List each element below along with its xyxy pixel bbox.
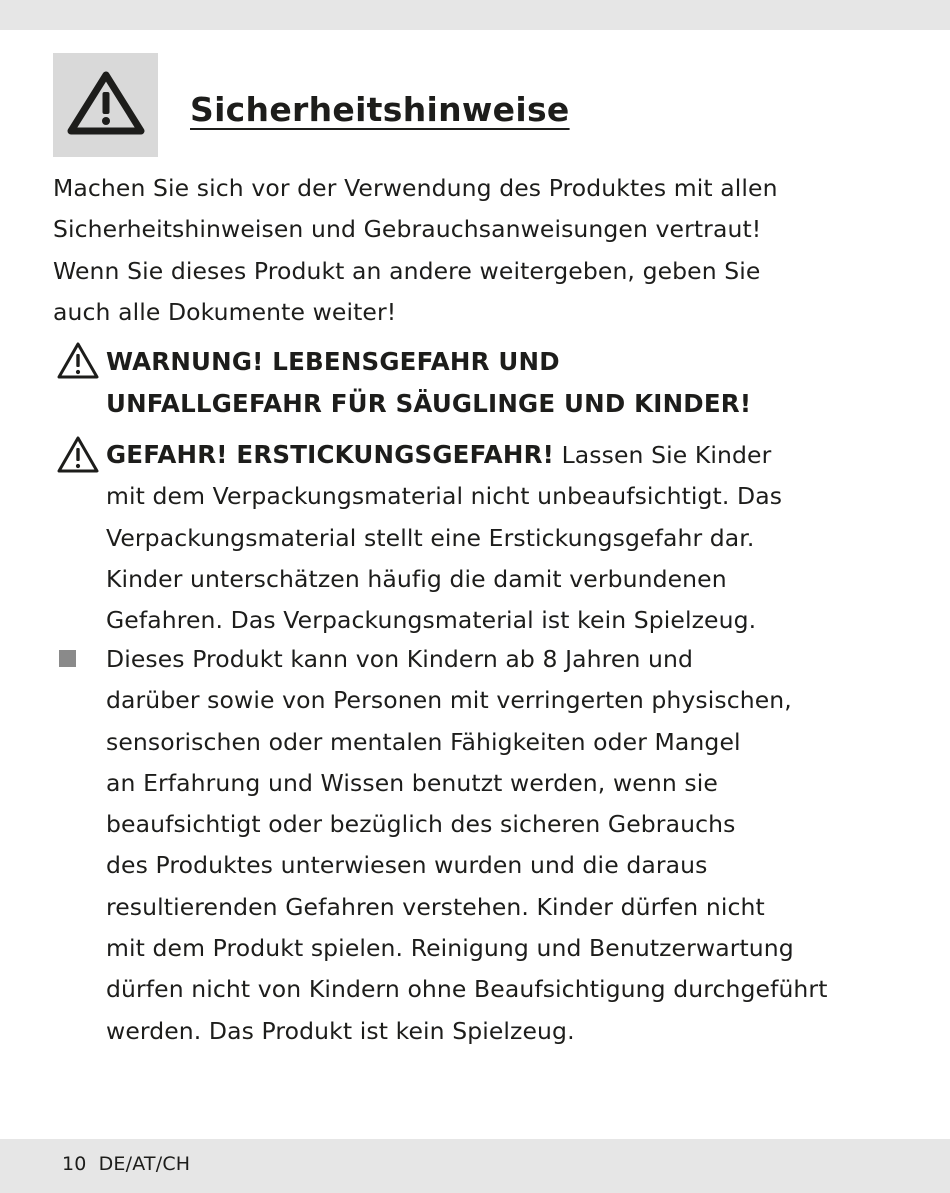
warning-line: WARNUNG! LEBENSGEFAHR UND — [106, 347, 560, 376]
danger-line: Verpackungsmaterial stellt eine Erstickungsgefahr dar. — [106, 523, 755, 552]
choking-hazard-paragraph — [106, 434, 936, 641]
bullet-line: mit dem Produkt spielen. Reinigung und Benutzerwartung — [106, 934, 794, 963]
locale-label: DE/AT/CH — [98, 1153, 191, 1175]
warning-line: UNFALLGEFAHR FÜR SÄUGLINGE UND KINDER! — [106, 388, 752, 418]
bullet-line: an Erfahrung und Wissen benutzt werden, wenn sie — [106, 768, 718, 797]
danger-lead: GEFAHR! ERSTICKUNGSGEFAHR! — [106, 440, 555, 469]
bullet-line: werden. Das Produkt ist kein Spielzeug. — [106, 1016, 575, 1045]
intro-paragraph — [53, 168, 923, 333]
intro-line: Sicherheitshinweisen und Gebrauchsanweisungen vertraut! — [53, 215, 762, 244]
page-footer — [62, 1153, 190, 1175]
bullet-paragraph — [106, 639, 926, 1052]
page-title: Sicherheitshinweise — [190, 90, 570, 129]
warning-triangle-icon — [67, 70, 145, 136]
square-bullet-icon — [59, 650, 76, 667]
bullet-line: des Produktes unterwiesen wurden und die daraus — [106, 851, 708, 880]
warning-triangle-icon — [56, 341, 100, 381]
bullet-line: darüber sowie von Personen mit verringerten physischen, — [106, 686, 792, 715]
danger-first-line-rest: Lassen Sie Kinder — [554, 441, 772, 469]
intro-line: Machen Sie sich vor der Verwendung des Produktes mit allen — [53, 174, 778, 202]
top-band — [0, 0, 950, 30]
intro-line: auch alle Dokumente weiter! — [53, 297, 397, 326]
intro-line: Wenn Sie dieses Produkt an andere weitergeben, geben Sie — [53, 256, 761, 285]
bullet-line: resultierenden Gefahren verstehen. Kinder dürfen nicht — [106, 892, 765, 921]
bullet-line: Dieses Produkt kann von Kindern ab 8 Jahren und — [106, 645, 694, 673]
bullet-line: dürfen nicht von Kindern ohne Beaufsichtigung durchgeführt — [106, 975, 828, 1004]
bullet-line: beaufsichtigt oder bezüglich des sicheren Gebrauchs — [106, 810, 736, 839]
warning-triangle-icon — [56, 435, 100, 475]
page-number: 10 — [62, 1153, 87, 1175]
danger-line: mit dem Verpackungsmaterial nicht unbeaufsichtigt. Das — [106, 482, 783, 511]
danger-line: Gefahren. Das Verpackungsmaterial ist kein Spielzeug. — [106, 606, 757, 635]
warning-heading — [106, 341, 936, 424]
danger-line: Kinder unterschätzen häufig die damit verbundenen — [106, 564, 727, 593]
bullet-line: sensorischen oder mentalen Fähigkeiten oder Mangel — [106, 727, 741, 756]
heading-icon-box — [53, 53, 158, 157]
